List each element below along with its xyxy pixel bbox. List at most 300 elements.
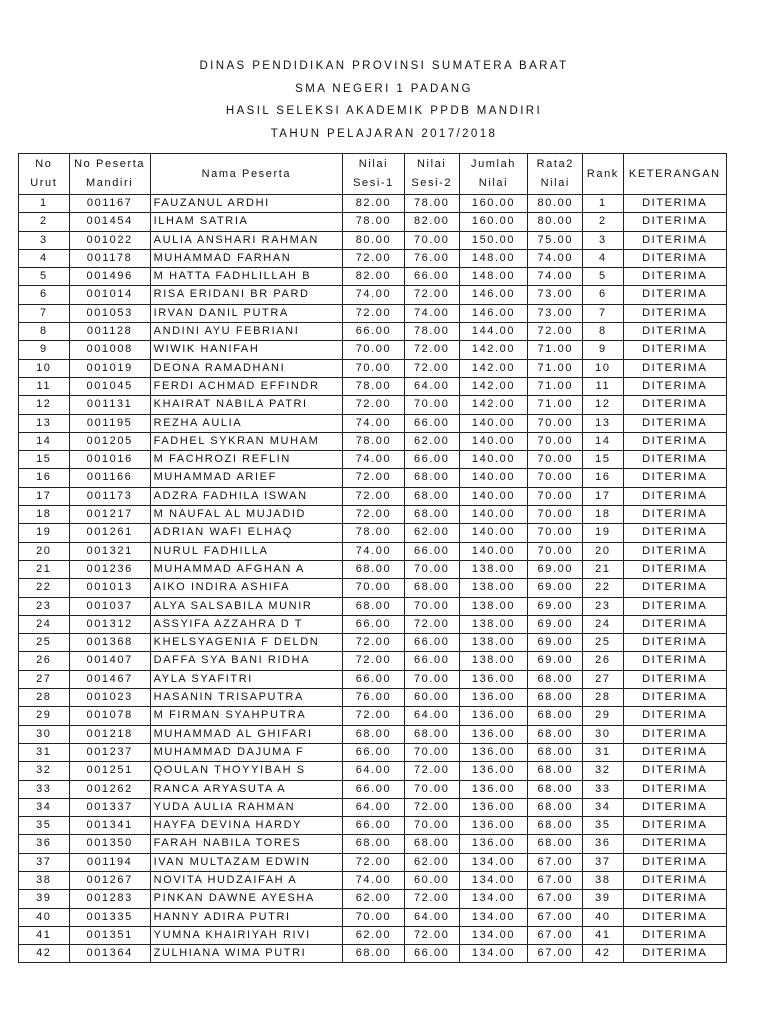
- cell-no-peserta: 001364: [69, 945, 150, 963]
- cell-keterangan: DITERIMA: [623, 414, 726, 432]
- cell-nilai-sesi2: 66.00: [404, 634, 459, 652]
- cell-rata: 74.00: [528, 249, 583, 267]
- cell-rank: 21: [583, 560, 624, 578]
- header-label: Rata2: [536, 158, 574, 170]
- table-row: [19, 817, 727, 835]
- cell-nama: IVAN MULTAZAM EDWIN: [150, 853, 342, 871]
- cell-nama: AYLA SYAFITRI: [150, 670, 342, 688]
- cell-jumlah: 140.00: [459, 451, 528, 469]
- cell-jumlah: 136.00: [459, 817, 528, 835]
- cell-jumlah: 142.00: [459, 359, 528, 377]
- cell-nama: IRVAN DANIL PUTRA: [150, 304, 342, 322]
- cell-no-peserta: 001321: [69, 542, 150, 560]
- cell-nilai-sesi1: 68.00: [343, 597, 405, 615]
- cell-rank: 28: [583, 689, 624, 707]
- cell-no-urut: 1: [19, 195, 70, 213]
- cell-no-peserta: 001078: [69, 707, 150, 725]
- table-row: [19, 835, 727, 853]
- cell-no-peserta: 001167: [69, 195, 150, 213]
- cell-rata: 69.00: [528, 615, 583, 633]
- cell-nama: DAFFA SYA BANI RIDHA: [150, 652, 342, 670]
- cell-no-urut: 20: [19, 542, 70, 560]
- cell-no-urut: 13: [19, 414, 70, 432]
- table-row: [19, 890, 727, 908]
- table-row: [19, 286, 727, 304]
- cell-nilai-sesi1: 68.00: [343, 835, 405, 853]
- cell-no-peserta: 001023: [69, 689, 150, 707]
- cell-rank: 33: [583, 780, 624, 798]
- cell-keterangan: DITERIMA: [623, 835, 726, 853]
- cell-nilai-sesi1: 72.00: [343, 853, 405, 871]
- cell-nilai-sesi2: 70.00: [404, 560, 459, 578]
- header-label: Nilai: [540, 177, 570, 189]
- cell-jumlah: 136.00: [459, 835, 528, 853]
- cell-nama: QOULAN THOYYIBAH S: [150, 762, 342, 780]
- table-row: [19, 432, 727, 450]
- header-label: Rank: [586, 167, 619, 180]
- cell-no-peserta: 001312: [69, 615, 150, 633]
- cell-rata: 71.00: [528, 359, 583, 377]
- table-row: [19, 780, 727, 798]
- table-row: [19, 689, 727, 707]
- cell-keterangan: DITERIMA: [623, 268, 726, 286]
- cell-rata: 67.00: [528, 890, 583, 908]
- table-row: [19, 853, 727, 871]
- cell-nilai-sesi1: 68.00: [343, 945, 405, 963]
- cell-keterangan: DITERIMA: [623, 213, 726, 231]
- cell-rata: 68.00: [528, 725, 583, 743]
- cell-rata: 69.00: [528, 597, 583, 615]
- cell-no-peserta: 001368: [69, 634, 150, 652]
- cell-rank: 29: [583, 707, 624, 725]
- cell-nilai-sesi1: 68.00: [343, 560, 405, 578]
- cell-nilai-sesi2: 68.00: [404, 579, 459, 597]
- cell-rata: 74.00: [528, 268, 583, 286]
- cell-rata: 67.00: [528, 871, 583, 889]
- cell-nilai-sesi2: 78.00: [404, 323, 459, 341]
- cell-nama: ALYA SALSABILA MUNIR: [150, 597, 342, 615]
- cell-rank: 23: [583, 597, 624, 615]
- cell-keterangan: DITERIMA: [623, 451, 726, 469]
- cell-nama: HANNY ADIRA PUTRI: [150, 908, 342, 926]
- cell-rata: 68.00: [528, 689, 583, 707]
- cell-jumlah: 160.00: [459, 195, 528, 213]
- cell-nama: NOVITA HUDZAIFAH A: [150, 871, 342, 889]
- cell-jumlah: 136.00: [459, 689, 528, 707]
- cell-no-peserta: 001205: [69, 432, 150, 450]
- table-row: [19, 469, 727, 487]
- table-row: [19, 579, 727, 597]
- cell-nama: FARAH NABILA TORES: [150, 835, 342, 853]
- cell-jumlah: 148.00: [459, 268, 528, 286]
- cell-rata: 70.00: [528, 542, 583, 560]
- cell-no-urut: 30: [19, 725, 70, 743]
- cell-no-peserta: 001337: [69, 798, 150, 816]
- cell-jumlah: 138.00: [459, 634, 528, 652]
- cell-nilai-sesi2: 72.00: [404, 341, 459, 359]
- cell-no-urut: 19: [19, 524, 70, 542]
- cell-jumlah: 134.00: [459, 853, 528, 871]
- table-row: [19, 798, 727, 816]
- cell-rata: 68.00: [528, 835, 583, 853]
- cell-nilai-sesi1: 72.00: [343, 396, 405, 414]
- cell-keterangan: DITERIMA: [623, 817, 726, 835]
- cell-rank: 31: [583, 743, 624, 761]
- table-row: [19, 396, 727, 414]
- cell-nama: ASSYIFA AZZAHRA D T: [150, 615, 342, 633]
- cell-nilai-sesi1: 74.00: [343, 286, 405, 304]
- cell-rata: 75.00: [528, 231, 583, 249]
- cell-no-urut: 27: [19, 670, 70, 688]
- cell-no-peserta: 001128: [69, 323, 150, 341]
- cell-keterangan: DITERIMA: [623, 780, 726, 798]
- cell-nilai-sesi2: 64.00: [404, 377, 459, 395]
- header-nilai-sesi1: [343, 154, 405, 195]
- cell-no-urut: 25: [19, 634, 70, 652]
- cell-rata: 68.00: [528, 817, 583, 835]
- cell-no-peserta: 001341: [69, 817, 150, 835]
- cell-nilai-sesi1: 64.00: [343, 798, 405, 816]
- cell-jumlah: 138.00: [459, 597, 528, 615]
- cell-rata: 70.00: [528, 451, 583, 469]
- cell-keterangan: DITERIMA: [623, 432, 726, 450]
- cell-nama: HAYFA DEVINA HARDY: [150, 817, 342, 835]
- cell-keterangan: DITERIMA: [623, 853, 726, 871]
- cell-rank: 1: [583, 195, 624, 213]
- cell-rata: 69.00: [528, 579, 583, 597]
- cell-no-urut: 39: [19, 890, 70, 908]
- cell-jumlah: 138.00: [459, 652, 528, 670]
- cell-no-urut: 26: [19, 652, 70, 670]
- cell-no-urut: 36: [19, 835, 70, 853]
- table-row: [19, 213, 727, 231]
- cell-rata: 80.00: [528, 213, 583, 231]
- table-row: [19, 249, 727, 267]
- cell-no-peserta: 001195: [69, 414, 150, 432]
- cell-no-peserta: 001218: [69, 725, 150, 743]
- cell-jumlah: 134.00: [459, 871, 528, 889]
- cell-no-urut: 7: [19, 304, 70, 322]
- header-no-peserta: [69, 154, 150, 195]
- cell-no-urut: 33: [19, 780, 70, 798]
- cell-nilai-sesi1: 66.00: [343, 670, 405, 688]
- cell-jumlah: 134.00: [459, 945, 528, 963]
- cell-nama: MUHAMMAD DAJUMA F: [150, 743, 342, 761]
- cell-rata: 67.00: [528, 926, 583, 944]
- cell-nama: RANCA ARYASUTA A: [150, 780, 342, 798]
- cell-jumlah: 136.00: [459, 707, 528, 725]
- cell-nilai-sesi2: 70.00: [404, 743, 459, 761]
- cell-nama: REZHA AULIA: [150, 414, 342, 432]
- header-rank: [583, 154, 624, 195]
- cell-rank: 12: [583, 396, 624, 414]
- cell-no-urut: 17: [19, 487, 70, 505]
- cell-nilai-sesi2: 66.00: [404, 451, 459, 469]
- cell-nama: FAUZANUL ARDHI: [150, 195, 342, 213]
- header-rata-nilai: [528, 154, 583, 195]
- cell-keterangan: DITERIMA: [623, 871, 726, 889]
- cell-jumlah: 150.00: [459, 231, 528, 249]
- cell-jumlah: 144.00: [459, 323, 528, 341]
- cell-nilai-sesi2: 72.00: [404, 926, 459, 944]
- cell-nilai-sesi1: 72.00: [343, 707, 405, 725]
- header-label: No Peserta: [74, 158, 146, 170]
- cell-nilai-sesi2: 66.00: [404, 652, 459, 670]
- cell-nilai-sesi1: 72.00: [343, 249, 405, 267]
- cell-nilai-sesi1: 70.00: [343, 908, 405, 926]
- header-label: Sesi-2: [411, 177, 453, 189]
- cell-nilai-sesi2: 68.00: [404, 835, 459, 853]
- cell-rank: 26: [583, 652, 624, 670]
- cell-no-peserta: 001131: [69, 396, 150, 414]
- cell-nilai-sesi2: 66.00: [404, 414, 459, 432]
- cell-no-urut: 31: [19, 743, 70, 761]
- results-table: [18, 153, 727, 963]
- cell-no-peserta: 001237: [69, 743, 150, 761]
- cell-no-urut: 35: [19, 817, 70, 835]
- cell-jumlah: 160.00: [459, 213, 528, 231]
- cell-nilai-sesi1: 64.00: [343, 762, 405, 780]
- cell-rank: 19: [583, 524, 624, 542]
- cell-rank: 36: [583, 835, 624, 853]
- table-row: [19, 359, 727, 377]
- cell-nilai-sesi1: 66.00: [343, 743, 405, 761]
- cell-nilai-sesi2: 64.00: [404, 707, 459, 725]
- table-row: [19, 652, 727, 670]
- cell-nama: M NAUFAL AL MUJADID: [150, 506, 342, 524]
- cell-no-urut: 11: [19, 377, 70, 395]
- cell-nilai-sesi1: 76.00: [343, 689, 405, 707]
- cell-keterangan: DITERIMA: [623, 506, 726, 524]
- cell-nilai-sesi2: 72.00: [404, 615, 459, 633]
- cell-jumlah: 140.00: [459, 506, 528, 524]
- table-row: [19, 560, 727, 578]
- table-row: [19, 304, 727, 322]
- cell-nilai-sesi2: 68.00: [404, 469, 459, 487]
- cell-no-urut: 29: [19, 707, 70, 725]
- cell-keterangan: DITERIMA: [623, 560, 726, 578]
- cell-no-peserta: 001037: [69, 597, 150, 615]
- cell-jumlah: 148.00: [459, 249, 528, 267]
- cell-no-peserta: 001166: [69, 469, 150, 487]
- cell-keterangan: DITERIMA: [623, 652, 726, 670]
- cell-rata: 70.00: [528, 414, 583, 432]
- cell-keterangan: DITERIMA: [623, 945, 726, 963]
- header-label: No: [35, 158, 53, 170]
- cell-keterangan: DITERIMA: [623, 798, 726, 816]
- cell-nama: NURUL FADHILLA: [150, 542, 342, 560]
- cell-rank: 22: [583, 579, 624, 597]
- header-label: Urut: [30, 177, 58, 189]
- cell-rata: 69.00: [528, 634, 583, 652]
- cell-keterangan: DITERIMA: [623, 670, 726, 688]
- cell-no-urut: 23: [19, 597, 70, 615]
- cell-rank: 10: [583, 359, 624, 377]
- cell-nilai-sesi1: 72.00: [343, 652, 405, 670]
- cell-rata: 69.00: [528, 560, 583, 578]
- table-row: [19, 195, 727, 213]
- cell-nilai-sesi1: 68.00: [343, 725, 405, 743]
- cell-rank: 9: [583, 341, 624, 359]
- cell-nilai-sesi2: 60.00: [404, 689, 459, 707]
- cell-nama: MUHAMMAD AL GHIFARI: [150, 725, 342, 743]
- cell-keterangan: DITERIMA: [623, 926, 726, 944]
- cell-no-urut: 14: [19, 432, 70, 450]
- cell-keterangan: DITERIMA: [623, 231, 726, 249]
- cell-rank: 42: [583, 945, 624, 963]
- cell-no-peserta: 001351: [69, 926, 150, 944]
- cell-rata: 70.00: [528, 432, 583, 450]
- cell-nilai-sesi1: 72.00: [343, 469, 405, 487]
- cell-no-urut: 18: [19, 506, 70, 524]
- cell-jumlah: 140.00: [459, 542, 528, 560]
- cell-rank: 5: [583, 268, 624, 286]
- cell-rata: 70.00: [528, 524, 583, 542]
- cell-rata: 69.00: [528, 652, 583, 670]
- cell-no-urut: 6: [19, 286, 70, 304]
- cell-jumlah: 138.00: [459, 579, 528, 597]
- table-row: [19, 341, 727, 359]
- cell-rank: 41: [583, 926, 624, 944]
- cell-rata: 71.00: [528, 377, 583, 395]
- header-label: Nilai: [478, 177, 509, 189]
- cell-no-urut: 10: [19, 359, 70, 377]
- cell-nilai-sesi2: 72.00: [404, 798, 459, 816]
- cell-nilai-sesi2: 62.00: [404, 432, 459, 450]
- cell-nilai-sesi2: 68.00: [404, 725, 459, 743]
- cell-no-urut: 41: [19, 926, 70, 944]
- cell-keterangan: DITERIMA: [623, 359, 726, 377]
- cell-nilai-sesi2: 72.00: [404, 359, 459, 377]
- cell-jumlah: 140.00: [459, 487, 528, 505]
- table-row: [19, 670, 727, 688]
- cell-rata: 70.00: [528, 469, 583, 487]
- cell-rata: 70.00: [528, 487, 583, 505]
- cell-no-peserta: 001045: [69, 377, 150, 395]
- cell-rata: 68.00: [528, 670, 583, 688]
- cell-nilai-sesi1: 72.00: [343, 487, 405, 505]
- table-row: [19, 524, 727, 542]
- cell-nilai-sesi1: 66.00: [343, 817, 405, 835]
- cell-rata: 71.00: [528, 341, 583, 359]
- cell-keterangan: DITERIMA: [623, 542, 726, 560]
- cell-rank: 3: [583, 231, 624, 249]
- table-row: [19, 451, 727, 469]
- cell-keterangan: DITERIMA: [623, 469, 726, 487]
- cell-nilai-sesi1: 82.00: [343, 268, 405, 286]
- cell-nilai-sesi1: 66.00: [343, 323, 405, 341]
- table-body: [19, 195, 727, 963]
- cell-jumlah: 138.00: [459, 615, 528, 633]
- cell-rank: 37: [583, 853, 624, 871]
- cell-nilai-sesi2: 72.00: [404, 286, 459, 304]
- header-label: Jumlah: [470, 158, 517, 170]
- cell-keterangan: DITERIMA: [623, 762, 726, 780]
- cell-no-urut: 15: [19, 451, 70, 469]
- header-label: KETERANGAN: [628, 167, 721, 180]
- table-row: [19, 707, 727, 725]
- cell-nama: ZULHIANA WIMA PUTRI: [150, 945, 342, 963]
- cell-keterangan: DITERIMA: [623, 634, 726, 652]
- cell-jumlah: 142.00: [459, 341, 528, 359]
- cell-rata: 68.00: [528, 780, 583, 798]
- cell-rank: 6: [583, 286, 624, 304]
- cell-jumlah: 146.00: [459, 286, 528, 304]
- cell-nilai-sesi2: 70.00: [404, 670, 459, 688]
- cell-jumlah: 140.00: [459, 414, 528, 432]
- cell-nilai-sesi2: 76.00: [404, 249, 459, 267]
- cell-nilai-sesi2: 60.00: [404, 871, 459, 889]
- cell-nama: FADHEL SYKRAN MUHAM: [150, 432, 342, 450]
- cell-rata: 67.00: [528, 945, 583, 963]
- cell-keterangan: DITERIMA: [623, 615, 726, 633]
- table-row: [19, 762, 727, 780]
- cell-nama: MUHAMMAD ARIEF: [150, 469, 342, 487]
- cell-no-peserta: 001261: [69, 524, 150, 542]
- cell-rata: 68.00: [528, 707, 583, 725]
- cell-jumlah: 136.00: [459, 670, 528, 688]
- cell-nama: M FIRMAN SYAHPUTRA: [150, 707, 342, 725]
- header-school: SMA NEGERI 1 PADANG: [295, 82, 473, 95]
- cell-nilai-sesi1: 70.00: [343, 359, 405, 377]
- table-row: [19, 743, 727, 761]
- cell-nilai-sesi2: 70.00: [404, 780, 459, 798]
- cell-no-peserta: 001350: [69, 835, 150, 853]
- cell-rank: 13: [583, 414, 624, 432]
- cell-keterangan: DITERIMA: [623, 524, 726, 542]
- cell-jumlah: 142.00: [459, 377, 528, 395]
- cell-no-urut: 37: [19, 853, 70, 871]
- table-row: [19, 615, 727, 633]
- cell-keterangan: DITERIMA: [623, 377, 726, 395]
- cell-no-urut: 5: [19, 268, 70, 286]
- cell-no-urut: 42: [19, 945, 70, 963]
- cell-keterangan: DITERIMA: [623, 707, 726, 725]
- table-row: [19, 414, 727, 432]
- cell-nilai-sesi1: 74.00: [343, 451, 405, 469]
- cell-rank: 2: [583, 213, 624, 231]
- cell-no-urut: 40: [19, 908, 70, 926]
- cell-nilai-sesi1: 70.00: [343, 341, 405, 359]
- cell-no-urut: 8: [19, 323, 70, 341]
- cell-no-peserta: 001173: [69, 487, 150, 505]
- header-label: Mandiri: [86, 177, 134, 189]
- cell-nama: HASANIN TRISAPUTRA: [150, 689, 342, 707]
- cell-rank: 8: [583, 323, 624, 341]
- cell-jumlah: 136.00: [459, 725, 528, 743]
- cell-no-peserta: 001236: [69, 560, 150, 578]
- cell-nama: KHAIRAT NABILA PATRI: [150, 396, 342, 414]
- cell-nilai-sesi1: 80.00: [343, 231, 405, 249]
- cell-nilai-sesi2: 72.00: [404, 762, 459, 780]
- table-row: [19, 634, 727, 652]
- cell-nama: M HATTA FADHLILLAH B: [150, 268, 342, 286]
- cell-rank: 16: [583, 469, 624, 487]
- cell-nilai-sesi1: 74.00: [343, 871, 405, 889]
- cell-rata: 68.00: [528, 743, 583, 761]
- cell-jumlah: 136.00: [459, 798, 528, 816]
- header-no-urut: [19, 154, 70, 195]
- cell-rata: 67.00: [528, 908, 583, 926]
- cell-no-peserta: 001467: [69, 670, 150, 688]
- cell-no-peserta: 001013: [69, 579, 150, 597]
- table-header-row: [19, 154, 727, 195]
- cell-keterangan: DITERIMA: [623, 304, 726, 322]
- cell-rata: 67.00: [528, 853, 583, 871]
- cell-no-peserta: 001251: [69, 762, 150, 780]
- cell-jumlah: 146.00: [459, 304, 528, 322]
- cell-rata: 72.00: [528, 323, 583, 341]
